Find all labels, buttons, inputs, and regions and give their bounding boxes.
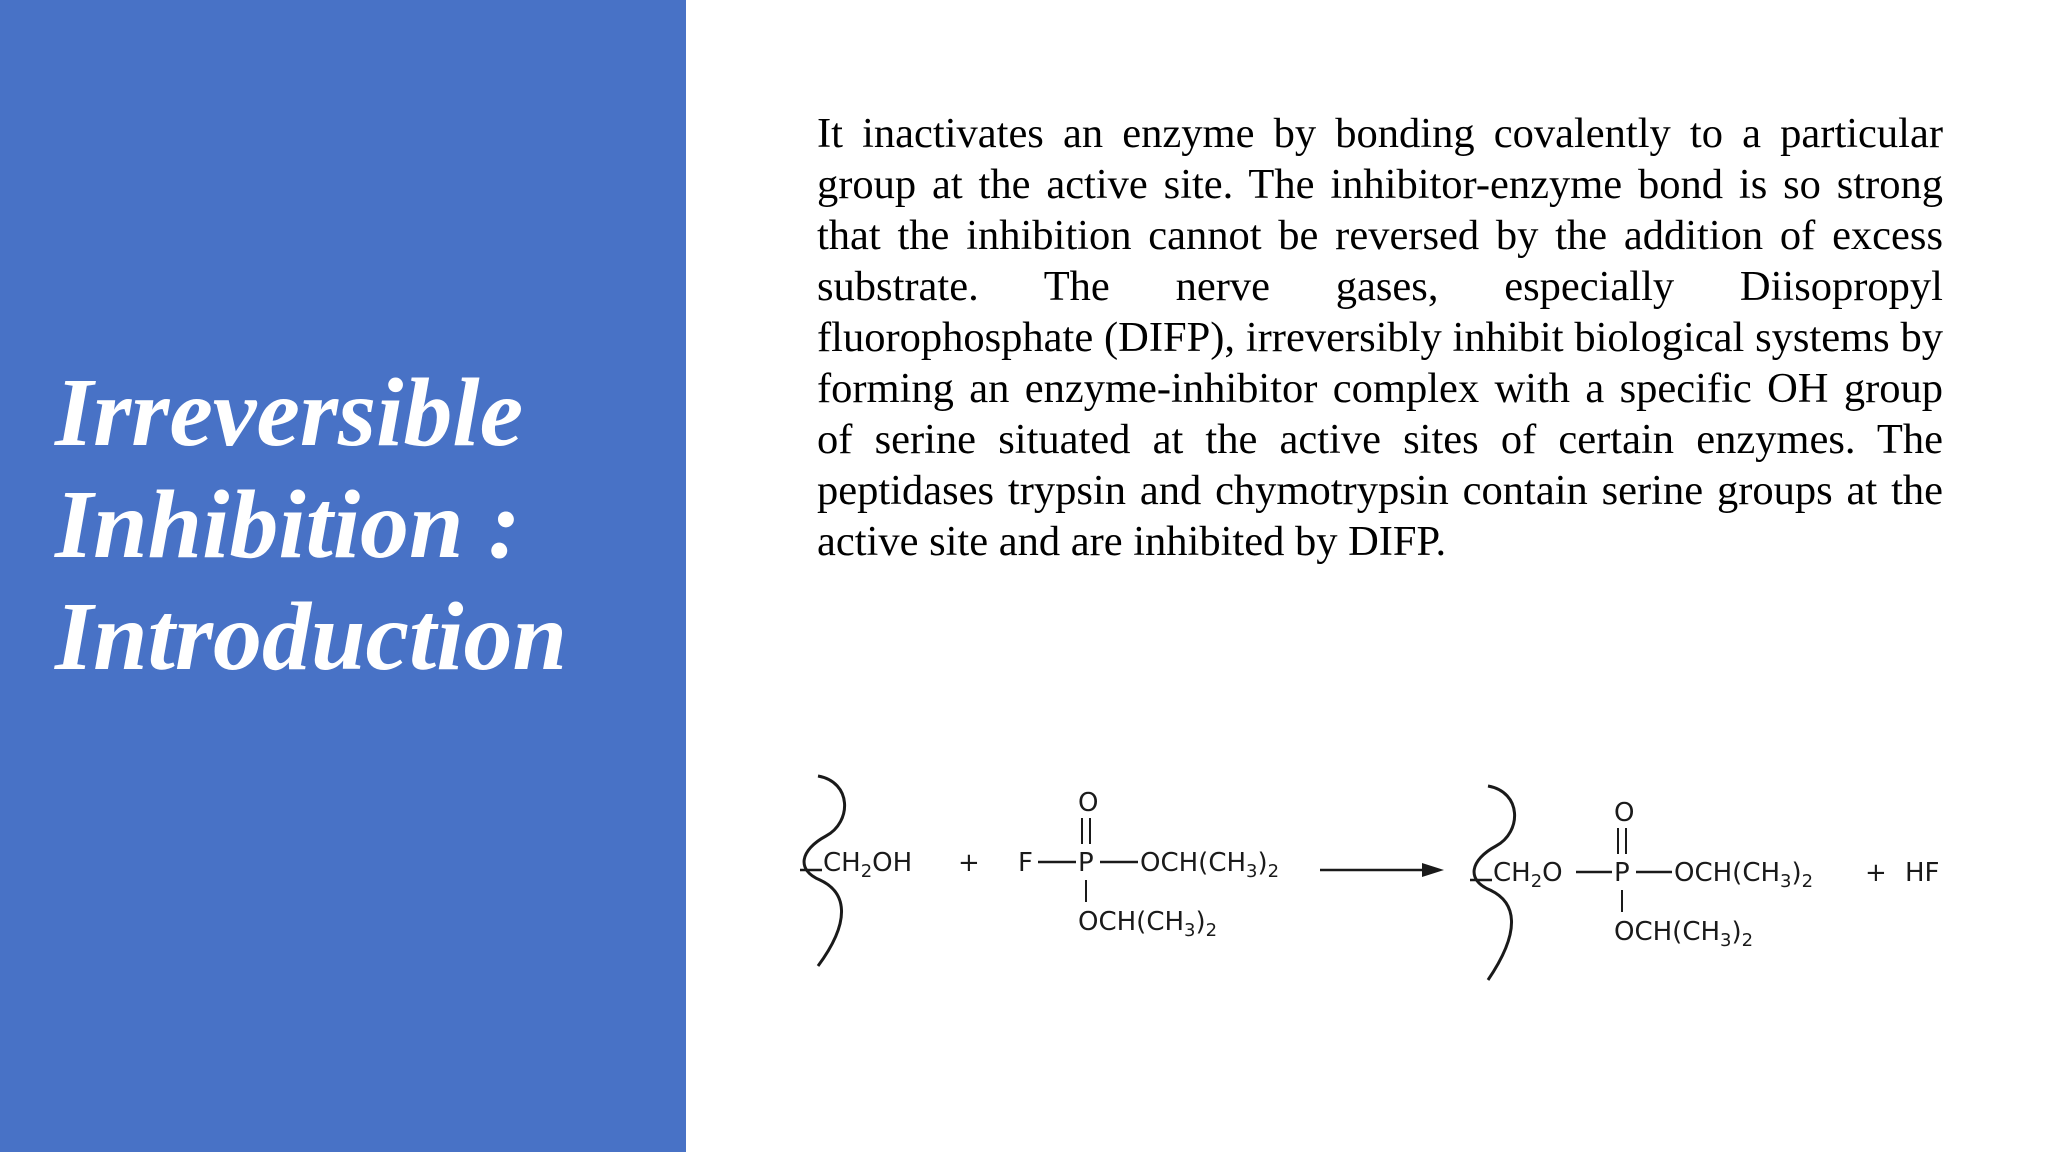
difp-isopropoxy-right: $OCH(CH_3)_2$: [1140, 848, 1280, 882]
product-isopropoxy-bottom: $OCH(CH_3)_2$: [1614, 917, 1754, 951]
hydrogen-fluoride: HF: [1905, 858, 1940, 888]
reaction-diagram: [790, 770, 1970, 1000]
difp-fluorine: F: [1018, 848, 1033, 878]
plus-sign-2: +: [1865, 858, 1887, 888]
reaction-arrow-head: [1422, 863, 1444, 877]
product-phosphorus: P: [1614, 858, 1630, 888]
product-isopropoxy-right: $OCH(CH_3)_2$: [1674, 858, 1814, 892]
difp-phosphorus: P: [1078, 848, 1094, 878]
title-line-3: Introduction: [55, 583, 567, 691]
serine-hydroxyl: $CH_2OH$: [823, 848, 913, 882]
plus-sign-1: +: [958, 848, 980, 878]
product-oxygen-top: O: [1614, 798, 1635, 828]
difp-isopropoxy-bottom: $OCH(CH_3)_2$: [1078, 907, 1218, 941]
title-line-2: Inhibition :: [55, 471, 521, 579]
body-paragraph: It inactivates an enzyme by bonding covalently to a particular group at the active site. The inhibitor-enzyme bond is so strong that the inhibition cannot be reversed by the addition of excess substrate. The nerve gases, especially Diisopropyl fluorophosphate (DIFP), irreversibly inhibit biological systems by forming an enzyme-inhibitor complex with a specific OH group of serine situated at the active sites of certain enzymes. The peptidases trypsin and chymotrypsin contain serine groups at the active site and are inhibited by DIFP.: [817, 110, 1943, 565]
slide-title: [55, 357, 675, 693]
difp-oxygen-top: O: [1078, 788, 1099, 818]
reaction-scheme: [790, 770, 1970, 1000]
title-line-1: Irreversible: [55, 359, 524, 467]
product-serine-link: $CH_2O$: [1493, 858, 1563, 892]
